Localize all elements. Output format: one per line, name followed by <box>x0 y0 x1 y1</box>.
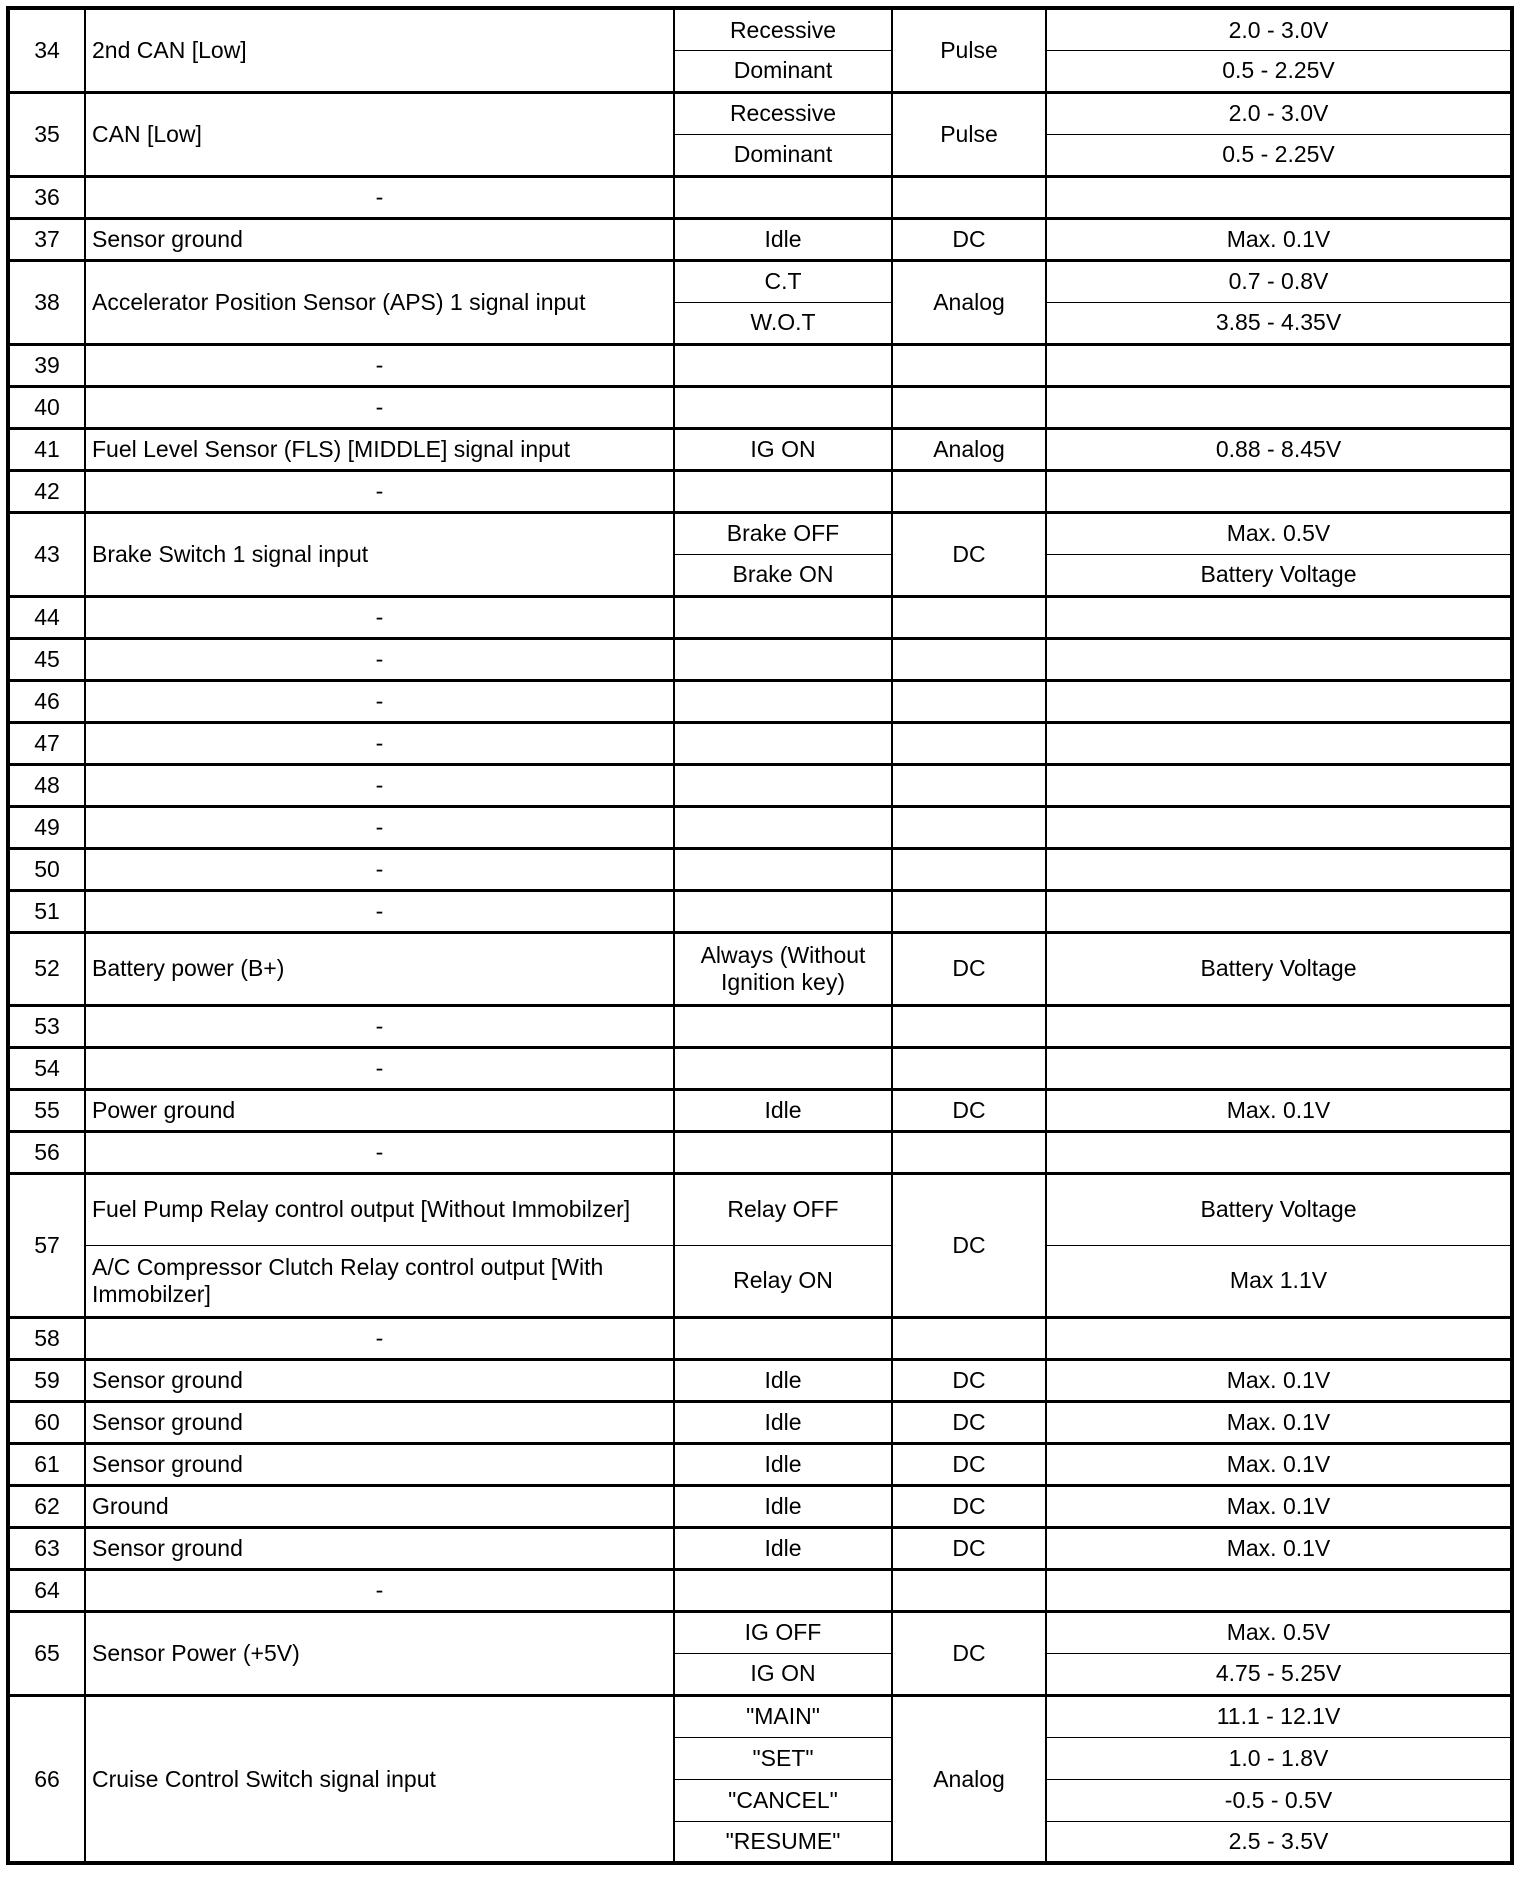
signal-type <box>892 1047 1046 1089</box>
signal-type <box>892 764 1046 806</box>
level: 0.5 - 2.25V <box>1046 134 1512 176</box>
condition: Idle <box>674 1443 892 1485</box>
condition: Recessive <box>674 8 892 50</box>
table-row-64 <box>8 1569 1512 1611</box>
table-row-45 <box>8 638 1512 680</box>
level: 3.85 - 4.35V <box>1046 302 1512 344</box>
pin-number: 60 <box>8 1401 85 1443</box>
table-row-62 <box>8 1485 1512 1527</box>
table-row-66 <box>8 1695 1512 1737</box>
level <box>1046 848 1512 890</box>
level: 2.5 - 3.5V <box>1046 1821 1512 1863</box>
condition <box>674 848 892 890</box>
signal-type: Analog <box>892 1695 1046 1863</box>
level: Max. 0.1V <box>1046 1401 1512 1443</box>
pin-description: - <box>85 722 674 764</box>
level: -0.5 - 0.5V <box>1046 1779 1512 1821</box>
table-row-48 <box>8 764 1512 806</box>
pin-description: Sensor ground <box>85 1359 674 1401</box>
signal-type <box>892 1131 1046 1173</box>
condition <box>674 1317 892 1359</box>
pin-number: 65 <box>8 1611 85 1695</box>
pin-description: Fuel Pump Relay control output [Without Immobilzer] <box>85 1173 674 1245</box>
condition: Idle <box>674 1089 892 1131</box>
pin-description: Sensor ground <box>85 1401 674 1443</box>
pin-number: 45 <box>8 638 85 680</box>
table-row-44 <box>8 596 1512 638</box>
level <box>1046 1317 1512 1359</box>
condition: IG ON <box>674 1653 892 1695</box>
pin-description: - <box>85 1131 674 1173</box>
condition <box>674 386 892 428</box>
condition <box>674 344 892 386</box>
level <box>1046 764 1512 806</box>
pin-description: - <box>85 764 674 806</box>
table-row-49 <box>8 806 1512 848</box>
condition <box>674 1047 892 1089</box>
condition <box>674 764 892 806</box>
pin-number: 59 <box>8 1359 85 1401</box>
condition: "RESUME" <box>674 1821 892 1863</box>
pin-number: 43 <box>8 512 85 596</box>
table-row-43 <box>8 512 1512 554</box>
pin-number: 40 <box>8 386 85 428</box>
signal-type <box>892 890 1046 932</box>
signal-type: DC <box>892 512 1046 596</box>
pin-description: Ground <box>85 1485 674 1527</box>
level: 11.1 - 12.1V <box>1046 1695 1512 1737</box>
pin-description: - <box>85 1569 674 1611</box>
condition <box>674 176 892 218</box>
pin-table-sheet <box>6 6 1514 1865</box>
level: Max. 0.1V <box>1046 1485 1512 1527</box>
level: 2.0 - 3.0V <box>1046 92 1512 134</box>
signal-type <box>892 1005 1046 1047</box>
condition: Always (Without Ignition key) <box>674 932 892 1005</box>
level: Battery Voltage <box>1046 932 1512 1005</box>
condition: Recessive <box>674 92 892 134</box>
pin-number: 56 <box>8 1131 85 1173</box>
signal-type <box>892 638 1046 680</box>
pin-number: 38 <box>8 260 85 344</box>
level <box>1046 1005 1512 1047</box>
table-row-65 <box>8 1611 1512 1653</box>
signal-type: DC <box>892 1527 1046 1569</box>
condition <box>674 1131 892 1173</box>
pin-description: - <box>85 1047 674 1089</box>
condition <box>674 890 892 932</box>
pin-description: - <box>85 890 674 932</box>
signal-type: DC <box>892 1611 1046 1695</box>
condition <box>674 722 892 764</box>
condition <box>674 596 892 638</box>
pin-number: 53 <box>8 1005 85 1047</box>
signal-type <box>892 806 1046 848</box>
pin-description: Battery power (B+) <box>85 932 674 1005</box>
pin-number: 58 <box>8 1317 85 1359</box>
level: 0.7 - 0.8V <box>1046 260 1512 302</box>
signal-type: DC <box>892 1173 1046 1317</box>
table-row-55 <box>8 1089 1512 1131</box>
pin-description: - <box>85 848 674 890</box>
table-row-40 <box>8 386 1512 428</box>
signal-type: Analog <box>892 428 1046 470</box>
table-row-63 <box>8 1527 1512 1569</box>
level <box>1046 638 1512 680</box>
level <box>1046 722 1512 764</box>
pin-description: Brake Switch 1 signal input <box>85 512 674 596</box>
signal-type <box>892 344 1046 386</box>
table-row-59 <box>8 1359 1512 1401</box>
pin-description: - <box>85 596 674 638</box>
pin-number: 34 <box>8 8 85 92</box>
pin-description: - <box>85 1317 674 1359</box>
level: 0.88 - 8.45V <box>1046 428 1512 470</box>
pin-description: Sensor ground <box>85 218 674 260</box>
table-row-39 <box>8 344 1512 386</box>
pin-description: - <box>85 176 674 218</box>
table-row-60 <box>8 1401 1512 1443</box>
pin-number: 48 <box>8 764 85 806</box>
level <box>1046 470 1512 512</box>
pin-voltage-table <box>6 6 1514 1865</box>
condition <box>674 1005 892 1047</box>
pin-number: 39 <box>8 344 85 386</box>
pin-number: 49 <box>8 806 85 848</box>
table-row-61 <box>8 1443 1512 1485</box>
pin-description: - <box>85 638 674 680</box>
pin-description: 2nd CAN [Low] <box>85 8 674 92</box>
pin-number: 63 <box>8 1527 85 1569</box>
pin-description: Power ground <box>85 1089 674 1131</box>
pin-number: 47 <box>8 722 85 764</box>
level: 1.0 - 1.8V <box>1046 1737 1512 1779</box>
condition: IG OFF <box>674 1611 892 1653</box>
pin-number: 44 <box>8 596 85 638</box>
pin-number: 51 <box>8 890 85 932</box>
table-row-50 <box>8 848 1512 890</box>
level <box>1046 1569 1512 1611</box>
condition: Idle <box>674 1401 892 1443</box>
level <box>1046 806 1512 848</box>
level <box>1046 890 1512 932</box>
signal-type: Pulse <box>892 92 1046 176</box>
level: Battery Voltage <box>1046 1173 1512 1245</box>
level: Max. 0.1V <box>1046 1359 1512 1401</box>
pin-number: 52 <box>8 932 85 1005</box>
signal-type: DC <box>892 1443 1046 1485</box>
pin-number: 35 <box>8 92 85 176</box>
pin-description: - <box>85 344 674 386</box>
table-row-51 <box>8 890 1512 932</box>
pin-number: 46 <box>8 680 85 722</box>
pin-description: CAN [Low] <box>85 92 674 176</box>
table-row-57 <box>8 1173 1512 1245</box>
level <box>1046 1131 1512 1173</box>
level: 2.0 - 3.0V <box>1046 8 1512 50</box>
table-row-47 <box>8 722 1512 764</box>
pin-description: Sensor ground <box>85 1443 674 1485</box>
signal-type <box>892 386 1046 428</box>
level: Max. 0.1V <box>1046 218 1512 260</box>
signal-type <box>892 848 1046 890</box>
table-row-56 <box>8 1131 1512 1173</box>
pin-description: Cruise Control Switch signal input <box>85 1695 674 1863</box>
pin-description: - <box>85 386 674 428</box>
pin-description: - <box>85 806 674 848</box>
pin-description: - <box>85 1005 674 1047</box>
level <box>1046 386 1512 428</box>
table-row-41 <box>8 428 1512 470</box>
signal-type: DC <box>892 1401 1046 1443</box>
signal-type: DC <box>892 932 1046 1005</box>
condition <box>674 680 892 722</box>
pin-description: Fuel Level Sensor (FLS) [MIDDLE] signal input <box>85 428 674 470</box>
condition: "SET" <box>674 1737 892 1779</box>
level <box>1046 596 1512 638</box>
level <box>1046 344 1512 386</box>
pin-number: 62 <box>8 1485 85 1527</box>
level <box>1046 1047 1512 1089</box>
pin-number: 64 <box>8 1569 85 1611</box>
signal-type: DC <box>892 1089 1046 1131</box>
pin-number: 55 <box>8 1089 85 1131</box>
level: Battery Voltage <box>1046 554 1512 596</box>
signal-type <box>892 722 1046 764</box>
condition: Idle <box>674 1527 892 1569</box>
condition: Brake ON <box>674 554 892 596</box>
level: Max. 0.1V <box>1046 1527 1512 1569</box>
signal-type: Analog <box>892 260 1046 344</box>
level <box>1046 680 1512 722</box>
condition: Idle <box>674 1485 892 1527</box>
signal-type: DC <box>892 218 1046 260</box>
table-row-37 <box>8 218 1512 260</box>
table-row-53 <box>8 1005 1512 1047</box>
signal-type <box>892 176 1046 218</box>
signal-type <box>892 470 1046 512</box>
table-row-38 <box>8 260 1512 302</box>
pin-description: - <box>85 680 674 722</box>
pin-number: 36 <box>8 176 85 218</box>
level: 0.5 - 2.25V <box>1046 50 1512 92</box>
pin-description: A/C Compressor Clutch Relay control output [With Immobilzer] <box>85 1245 674 1317</box>
pin-description: Accelerator Position Sensor (APS) 1 signal input <box>85 260 674 344</box>
table-row-58 <box>8 1317 1512 1359</box>
pin-number: 57 <box>8 1173 85 1317</box>
level: Max. 0.5V <box>1046 512 1512 554</box>
condition: "MAIN" <box>674 1695 892 1737</box>
pin-number: 42 <box>8 470 85 512</box>
condition: Idle <box>674 1359 892 1401</box>
pin-description: Sensor Power (+5V) <box>85 1611 674 1695</box>
pin-number: 41 <box>8 428 85 470</box>
table-row-54 <box>8 1047 1512 1089</box>
table-row-36 <box>8 176 1512 218</box>
condition: Relay OFF <box>674 1173 892 1245</box>
pin-number: 37 <box>8 218 85 260</box>
condition: Idle <box>674 218 892 260</box>
table-row-52 <box>8 932 1512 1005</box>
level: Max 1.1V <box>1046 1245 1512 1317</box>
table-row-42 <box>8 470 1512 512</box>
level: 4.75 - 5.25V <box>1046 1653 1512 1695</box>
condition <box>674 1569 892 1611</box>
condition: "CANCEL" <box>674 1779 892 1821</box>
condition: Dominant <box>674 134 892 176</box>
pin-number: 54 <box>8 1047 85 1089</box>
condition: C.T <box>674 260 892 302</box>
signal-type <box>892 1569 1046 1611</box>
level <box>1046 176 1512 218</box>
level: Max. 0.5V <box>1046 1611 1512 1653</box>
pin-description: Sensor ground <box>85 1527 674 1569</box>
condition <box>674 638 892 680</box>
signal-type: DC <box>892 1359 1046 1401</box>
condition <box>674 806 892 848</box>
level: Max. 0.1V <box>1046 1089 1512 1131</box>
signal-type: Pulse <box>892 8 1046 92</box>
signal-type <box>892 1317 1046 1359</box>
signal-type <box>892 680 1046 722</box>
table-row-35 <box>8 92 1512 134</box>
condition: Brake OFF <box>674 512 892 554</box>
pin-number: 61 <box>8 1443 85 1485</box>
level: Max. 0.1V <box>1046 1443 1512 1485</box>
condition: W.O.T <box>674 302 892 344</box>
condition: Relay ON <box>674 1245 892 1317</box>
condition: Dominant <box>674 50 892 92</box>
condition: IG ON <box>674 428 892 470</box>
pin-number: 66 <box>8 1695 85 1863</box>
table-row-46 <box>8 680 1512 722</box>
condition <box>674 470 892 512</box>
table-row-34 <box>8 8 1512 50</box>
signal-type: DC <box>892 1485 1046 1527</box>
signal-type <box>892 596 1046 638</box>
pin-number: 50 <box>8 848 85 890</box>
table-subrow <box>8 1245 1512 1317</box>
pin-description: - <box>85 470 674 512</box>
